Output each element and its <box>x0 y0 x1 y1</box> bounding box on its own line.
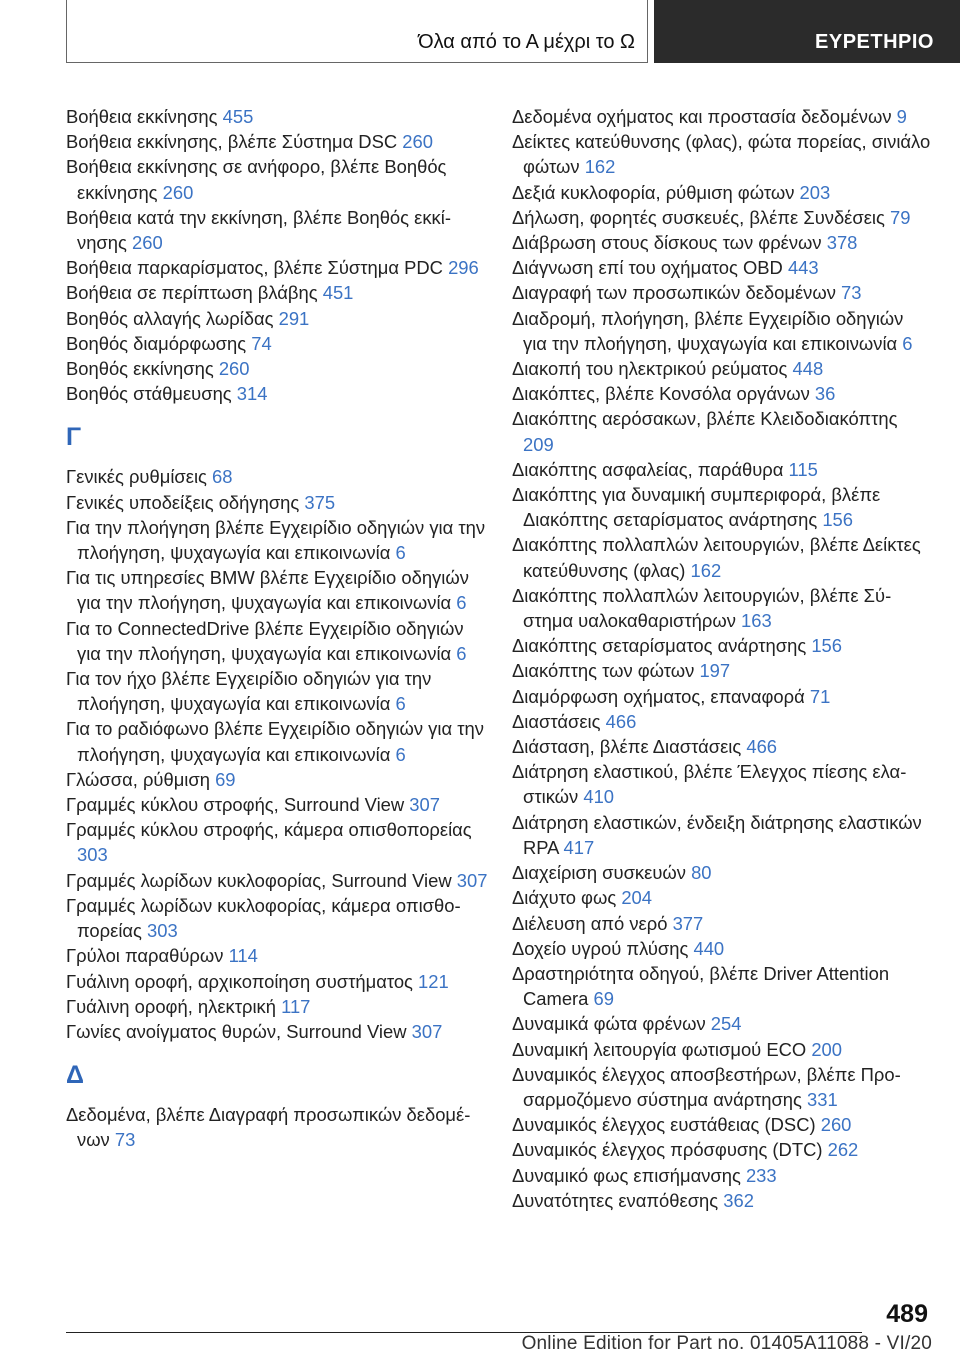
page-reference-link[interactable]: 209 <box>523 433 554 455</box>
index-entry-text: Διάβρωση στους δίσκους των φρένων <box>512 232 827 254</box>
page-reference-link[interactable]: 69 <box>215 768 236 790</box>
index-entry <box>512 1137 932 1162</box>
page-reference-link[interactable]: 74 <box>251 332 272 354</box>
page-reference-link[interactable]: 68 <box>212 466 233 488</box>
index-entry-text: Διακόπτης για δυναμική συμπεριφορά, βλέπε Διακόπτης σεταρίσματος ανάρτησης <box>512 484 881 531</box>
index-letter-heading: Δ <box>66 1061 84 1090</box>
index-entry-text: Για την πλοήγηση βλέπε Εγχειρίδιο οδηγιών για την πλοήγηση, ψυχαγωγία και επικοινωνία <box>66 516 486 564</box>
index-entry-text: Δραστηριότητα οδηγού, βλέπε Driver Attention Camera <box>512 962 890 1010</box>
index-entry <box>66 280 490 305</box>
page-reference-link[interactable]: 233 <box>745 1164 777 1186</box>
index-entry <box>512 356 932 381</box>
index-entry-text: Διακόπτης σεταρίσματος ανάρτησης <box>512 635 812 657</box>
index-entry-text: Βοήθεια παρκαρίσματος, βλέπε Σύστημα PDC <box>66 257 449 279</box>
index-entry-text: Γενικές υποδείξεις οδήγησης <box>66 491 305 513</box>
page-reference-link[interactable]: 117 <box>281 995 311 1017</box>
page-reference-link[interactable]: 6 <box>902 332 913 354</box>
index-entry <box>512 810 932 860</box>
index-entry-text: Βοήθεια εκκίνησης <box>66 106 223 127</box>
page-reference-link[interactable]: 80 <box>691 862 712 884</box>
page-reference-link[interactable]: 156 <box>811 635 843 657</box>
page-reference-link[interactable]: 448 <box>792 358 824 380</box>
index-entry <box>66 255 490 280</box>
index-entry-text: Δυναμικός έλεγχος αποσβεστήρων, βλέπε Προσαρμοζόμενο σύστημα ανάρτησης <box>512 1063 901 1110</box>
index-entry-text: Δυναμικά φώτα φρένων <box>512 1013 711 1035</box>
index-entry <box>66 969 490 994</box>
index-entry-text: Δείκτες κατεύθυνσης (φλας), φώτα πορείας, σινιάλο φώτων <box>512 131 931 178</box>
index-entry <box>66 616 490 666</box>
index-entry-text: Διάχυτο φως <box>512 887 622 909</box>
page-reference-link[interactable]: 6 <box>456 592 467 614</box>
index-entry <box>512 936 932 961</box>
index-entry <box>512 129 932 179</box>
index-entry-text: Δυναμική λειτουργία φωτισμού ECO <box>512 1038 812 1060</box>
index-entry-text: Δυναμικός έλεγχος πρόσφυσης (DTC) <box>512 1139 828 1161</box>
index-entry-text: Γλώσσα, ρύθμιση <box>66 768 216 790</box>
page-reference-link[interactable]: 162 <box>690 559 722 581</box>
index-entry <box>66 716 490 766</box>
page-reference-link[interactable]: 71 <box>809 685 831 707</box>
index-entry-text: Διακόπτης των φώτων <box>512 660 700 682</box>
index-entry <box>66 792 490 817</box>
index-entry <box>66 565 490 615</box>
index-entry-text: Γραμμές λωρίδων κυκλοφορίας, κάμερα οπισθοπορείας <box>66 894 461 942</box>
index-entry-text: Για τις υπηρεσίες BMW βλέπε Εγχειρίδιο οδηγιών για την πλοήγηση, ψυχαγωγία και επικοινωνία <box>66 567 469 614</box>
index-entry <box>512 1163 932 1188</box>
index-entry <box>66 1019 490 1044</box>
index-entry-text: Γωνίες ανοίγματος θυρών, Surround View <box>66 1020 412 1042</box>
index-entry-text: Για το ConnectedDrive βλέπε Εγχειρίδιο οδηγιών για την πλοήγηση, ψυχαγωγία και επικοινωνία <box>66 617 464 664</box>
page-reference-link[interactable]: 314 <box>236 383 268 405</box>
index-entry-text: Για το ραδιόφωνο βλέπε Εγχειρίδιο οδηγιών για την πλοήγηση, ψυχαγωγία και επικοινωνία <box>66 718 484 765</box>
index-entry <box>66 943 490 968</box>
page-reference-link[interactable]: 73 <box>841 282 862 304</box>
index-entry-text: Διάτρηση ελαστικού, βλέπε Έλεγχος πίεσης ελαστικών <box>512 761 907 808</box>
page-reference-link[interactable]: 200 <box>811 1038 843 1060</box>
index-entry <box>512 1062 932 1112</box>
index-entry <box>512 306 932 356</box>
page-reference-link[interactable]: 204 <box>621 887 652 909</box>
index-entry-text: Δυναμικό φως επισήμανσης <box>512 1164 746 1186</box>
index-entry <box>512 104 932 129</box>
page-reference-link[interactable]: 307 <box>456 869 488 891</box>
index-entry <box>512 180 932 205</box>
page-reference-link[interactable]: 260 <box>218 358 250 380</box>
edition-footer: Online Edition for Part no. 01405A11088 - VI/20 <box>521 1333 932 1354</box>
section-title-tab[interactable] <box>66 0 648 63</box>
index-entry <box>66 331 490 356</box>
page-reference-link[interactable]: 417 <box>563 836 595 858</box>
page-number: 489 <box>886 1300 928 1328</box>
page-reference-link[interactable]: 262 <box>827 1139 859 1161</box>
index-entry <box>512 1037 932 1062</box>
page-reference-link[interactable]: 73 <box>114 1129 136 1151</box>
page-reference-link[interactable]: 6 <box>395 743 406 765</box>
index-entry-text: Δυναμικός έλεγχος ευστάθειας (DSC) <box>512 1114 821 1136</box>
index-entry-text: Διακόπτης πολλαπλών λειτουργιών, βλέπε Δείκτες κατεύθυνσης (φλας) <box>512 534 921 581</box>
page-reference-link[interactable]: 455 <box>222 106 254 127</box>
index-entry <box>66 515 490 565</box>
index-entry <box>512 381 932 406</box>
index-entry <box>512 885 932 910</box>
index-entry-text: Γυάλινη οροφή, ηλεκτρική <box>66 995 282 1017</box>
page-reference-link[interactable]: 260 <box>162 181 194 203</box>
index-entry <box>512 911 932 936</box>
index-entry-text: Γραμμές κύκλου στροφής, Surround View <box>66 794 410 816</box>
index-column-right <box>512 104 932 1213</box>
page-reference-link[interactable]: 9 <box>896 106 907 127</box>
section-title: Όλα από το Α μέχρι το Ω <box>418 31 635 53</box>
index-entry-text: Δυνατότητες εναπόθεσης <box>512 1189 724 1211</box>
index-label: ΕΥΡΕΤΗΡΙΟ <box>815 31 934 53</box>
index-entry <box>512 860 932 885</box>
page-reference-link[interactable]: 197 <box>699 660 731 682</box>
index-entry <box>512 230 932 255</box>
page-reference-link[interactable]: 377 <box>672 912 704 934</box>
index-entry <box>512 532 932 582</box>
index-entry <box>512 406 932 456</box>
index-entry-text: Διάτρηση ελαστικών, ένδειξη διάτρησης ελαστικών RPA <box>512 811 922 858</box>
index-entry-text: Γυάλινη οροφή, αρχικοποίηση συστήματος <box>66 970 419 992</box>
index-entry <box>66 490 490 515</box>
index-entry <box>66 817 490 867</box>
page-reference-link[interactable]: 443 <box>787 257 819 279</box>
index-entry-text: Διαμόρφωση οχήματος, επαναφορά <box>512 685 810 707</box>
page-reference-link[interactable]: 115 <box>788 458 818 480</box>
index-entry-text: Διάγνωση επί του οχήματος OBD <box>512 257 788 279</box>
index-entry-text: Δοχείο υγρού πλύσης <box>512 937 694 959</box>
index-entry-text: Δήλωση, φορητές συσκευές, βλέπε Συνδέσεις <box>512 206 890 228</box>
index-entry-text: Δεξιά κυκλοφορία, ρύθμιση φώτων <box>512 181 800 203</box>
page-reference-link[interactable]: 451 <box>322 282 354 304</box>
page-reference-link[interactable]: 79 <box>890 206 911 228</box>
index-entry <box>66 104 490 129</box>
index-entry <box>512 255 932 280</box>
index-letter-heading: Γ <box>66 423 82 452</box>
index-entry <box>512 457 932 482</box>
index-entry-text: Βοηθός εκκίνησης <box>66 358 219 380</box>
index-entry-text: Διέλευση από νερό <box>512 912 673 934</box>
index-entry <box>512 961 932 1011</box>
index-entry <box>66 356 490 381</box>
index-entry-text: Διαγραφή των προσωπικών δεδομένων <box>512 282 842 304</box>
index-entry <box>66 154 490 204</box>
page-reference-link[interactable]: 375 <box>304 491 336 513</box>
index-entry-text: Βοήθεια σε περίπτωση βλάβης <box>66 282 323 304</box>
index-entry-text: Δεδομένα, βλέπε Διαγραφή προσωπικών δεδομένων <box>66 1104 471 1151</box>
index-entry-text: Διακοπή του ηλεκτρικού ρεύματος <box>512 358 793 380</box>
page-reference-link[interactable]: 163 <box>741 610 772 632</box>
page-reference-link[interactable]: 6 <box>395 542 406 564</box>
index-entry-text: Διαστάσεις <box>512 710 606 732</box>
page-reference-link[interactable]: 466 <box>605 710 637 732</box>
index-tab[interactable] <box>654 0 960 63</box>
index-entry <box>66 893 490 943</box>
index-entry <box>512 1188 932 1213</box>
index-entry <box>66 868 490 893</box>
index-entry-text: Διαχείριση συσκευών <box>512 862 692 884</box>
index-entry-text: Βοήθεια εκκίνησης σε ανήφορο, βλέπε Βοηθός εκκίνησης <box>66 156 447 203</box>
page-reference-link[interactable]: 114 <box>228 945 258 967</box>
index-entry <box>512 1011 932 1036</box>
page-reference-link[interactable]: 466 <box>746 736 778 758</box>
page-reference-link[interactable]: 203 <box>799 181 831 203</box>
index-entry-text: Γενικές ρυθμίσεις <box>66 466 213 488</box>
page-reference-link[interactable]: 6 <box>395 693 406 715</box>
index-entry <box>512 1112 932 1137</box>
index-entry-text: Βοηθός διαμόρφωσης <box>66 332 252 354</box>
index-entry-text: Διακόπτης αερόσακων, βλέπε Κλειδοδιακόπτης <box>512 408 898 430</box>
index-entry <box>512 633 932 658</box>
index-entry-text: Διακόπτης ασφαλείας, παράθυρα <box>512 458 789 480</box>
page-reference-link[interactable]: 260 <box>402 131 433 153</box>
index-entry-text: Βοηθός στάθμευσης <box>66 383 237 405</box>
index-entry <box>66 994 490 1019</box>
page-reference-link[interactable]: 307 <box>411 1020 443 1042</box>
page-reference-link[interactable]: 303 <box>77 844 108 866</box>
index-entry-text: Δεδομένα οχήματος και προστασία δεδομένων <box>512 106 897 127</box>
page-reference-link[interactable]: 331 <box>807 1088 838 1110</box>
index-entry <box>66 1102 490 1152</box>
index-entry <box>512 658 932 683</box>
index-entry-text: Βοήθεια κατά την εκκίνηση, βλέπε Βοηθός εκκίνησης <box>66 206 451 254</box>
page-reference-link[interactable]: 260 <box>820 1114 852 1136</box>
index-entry-text: Γρύλοι παραθύρων <box>66 945 229 967</box>
index-column-left <box>66 104 490 1153</box>
index-entry-text: Διαδρομή, πλοήγηση, βλέπε Εγχειρίδιο οδηγιών για την πλοήγηση, ψυχαγωγία και επικοινωνία <box>512 307 904 354</box>
index-entry-text: Βοήθεια εκκίνησης, βλέπε Σύστημα DSC <box>66 131 403 153</box>
index-entry <box>66 381 490 406</box>
index-entry-text: Διακόπτες, βλέπε Κονσόλα οργάνων <box>512 383 815 405</box>
index-entry-text: Διάσταση, βλέπε Διαστάσεις <box>512 736 747 758</box>
page-reference-link[interactable]: 291 <box>278 307 310 329</box>
page-reference-link[interactable]: 162 <box>584 156 616 178</box>
page-reference-link[interactable]: 378 <box>826 232 858 254</box>
index-entry <box>66 205 490 255</box>
index-entry <box>512 734 932 759</box>
page-reference-link[interactable]: 307 <box>409 794 440 816</box>
index-entry <box>66 767 490 792</box>
index-entry-text: Διακόπτης πολλαπλών λειτουργιών, βλέπε Σύστημα υαλοκαθαριστήρων <box>512 584 892 632</box>
index-entry-text: Για τον ήχο βλέπε Εγχειρίδιο οδηγιών για την πλοήγηση, ψυχαγωγία και επικοινωνία <box>66 668 432 715</box>
page-reference-link[interactable]: 260 <box>131 232 163 254</box>
index-entry-text: Γραμμές κύκλου στροφής, κάμερα οπισθοπορείας <box>66 819 472 841</box>
page-reference-link[interactable]: 296 <box>448 257 479 279</box>
index-entry <box>512 482 932 532</box>
index-entry <box>66 306 490 331</box>
page-reference-link[interactable]: 254 <box>710 1013 742 1035</box>
page-header <box>0 0 960 66</box>
page-reference-link[interactable]: 36 <box>814 383 836 405</box>
page-reference-link[interactable]: 6 <box>456 642 467 664</box>
index-entry <box>512 709 932 734</box>
index-entry <box>66 464 490 489</box>
index-entry-text: Βοηθός αλλαγής λωρίδας <box>66 307 279 329</box>
page-reference-link[interactable]: 69 <box>593 988 614 1010</box>
index-entry <box>512 205 932 230</box>
page-reference-link[interactable]: 362 <box>723 1189 754 1211</box>
page-reference-link[interactable]: 156 <box>822 509 854 531</box>
index-entry <box>66 666 490 716</box>
page-reference-link[interactable]: 410 <box>583 786 615 808</box>
page-reference-link[interactable]: 121 <box>418 970 449 992</box>
index-entry <box>512 759 932 809</box>
index-entry <box>512 684 932 709</box>
index-entry <box>66 129 490 154</box>
index-entry-text: Γραμμές λωρίδων κυκλοφορίας, Surround View <box>66 869 457 891</box>
page-reference-link[interactable]: 303 <box>147 920 178 942</box>
page-reference-link[interactable]: 440 <box>693 937 725 959</box>
index-entry <box>512 583 932 633</box>
index-entry <box>512 280 932 305</box>
